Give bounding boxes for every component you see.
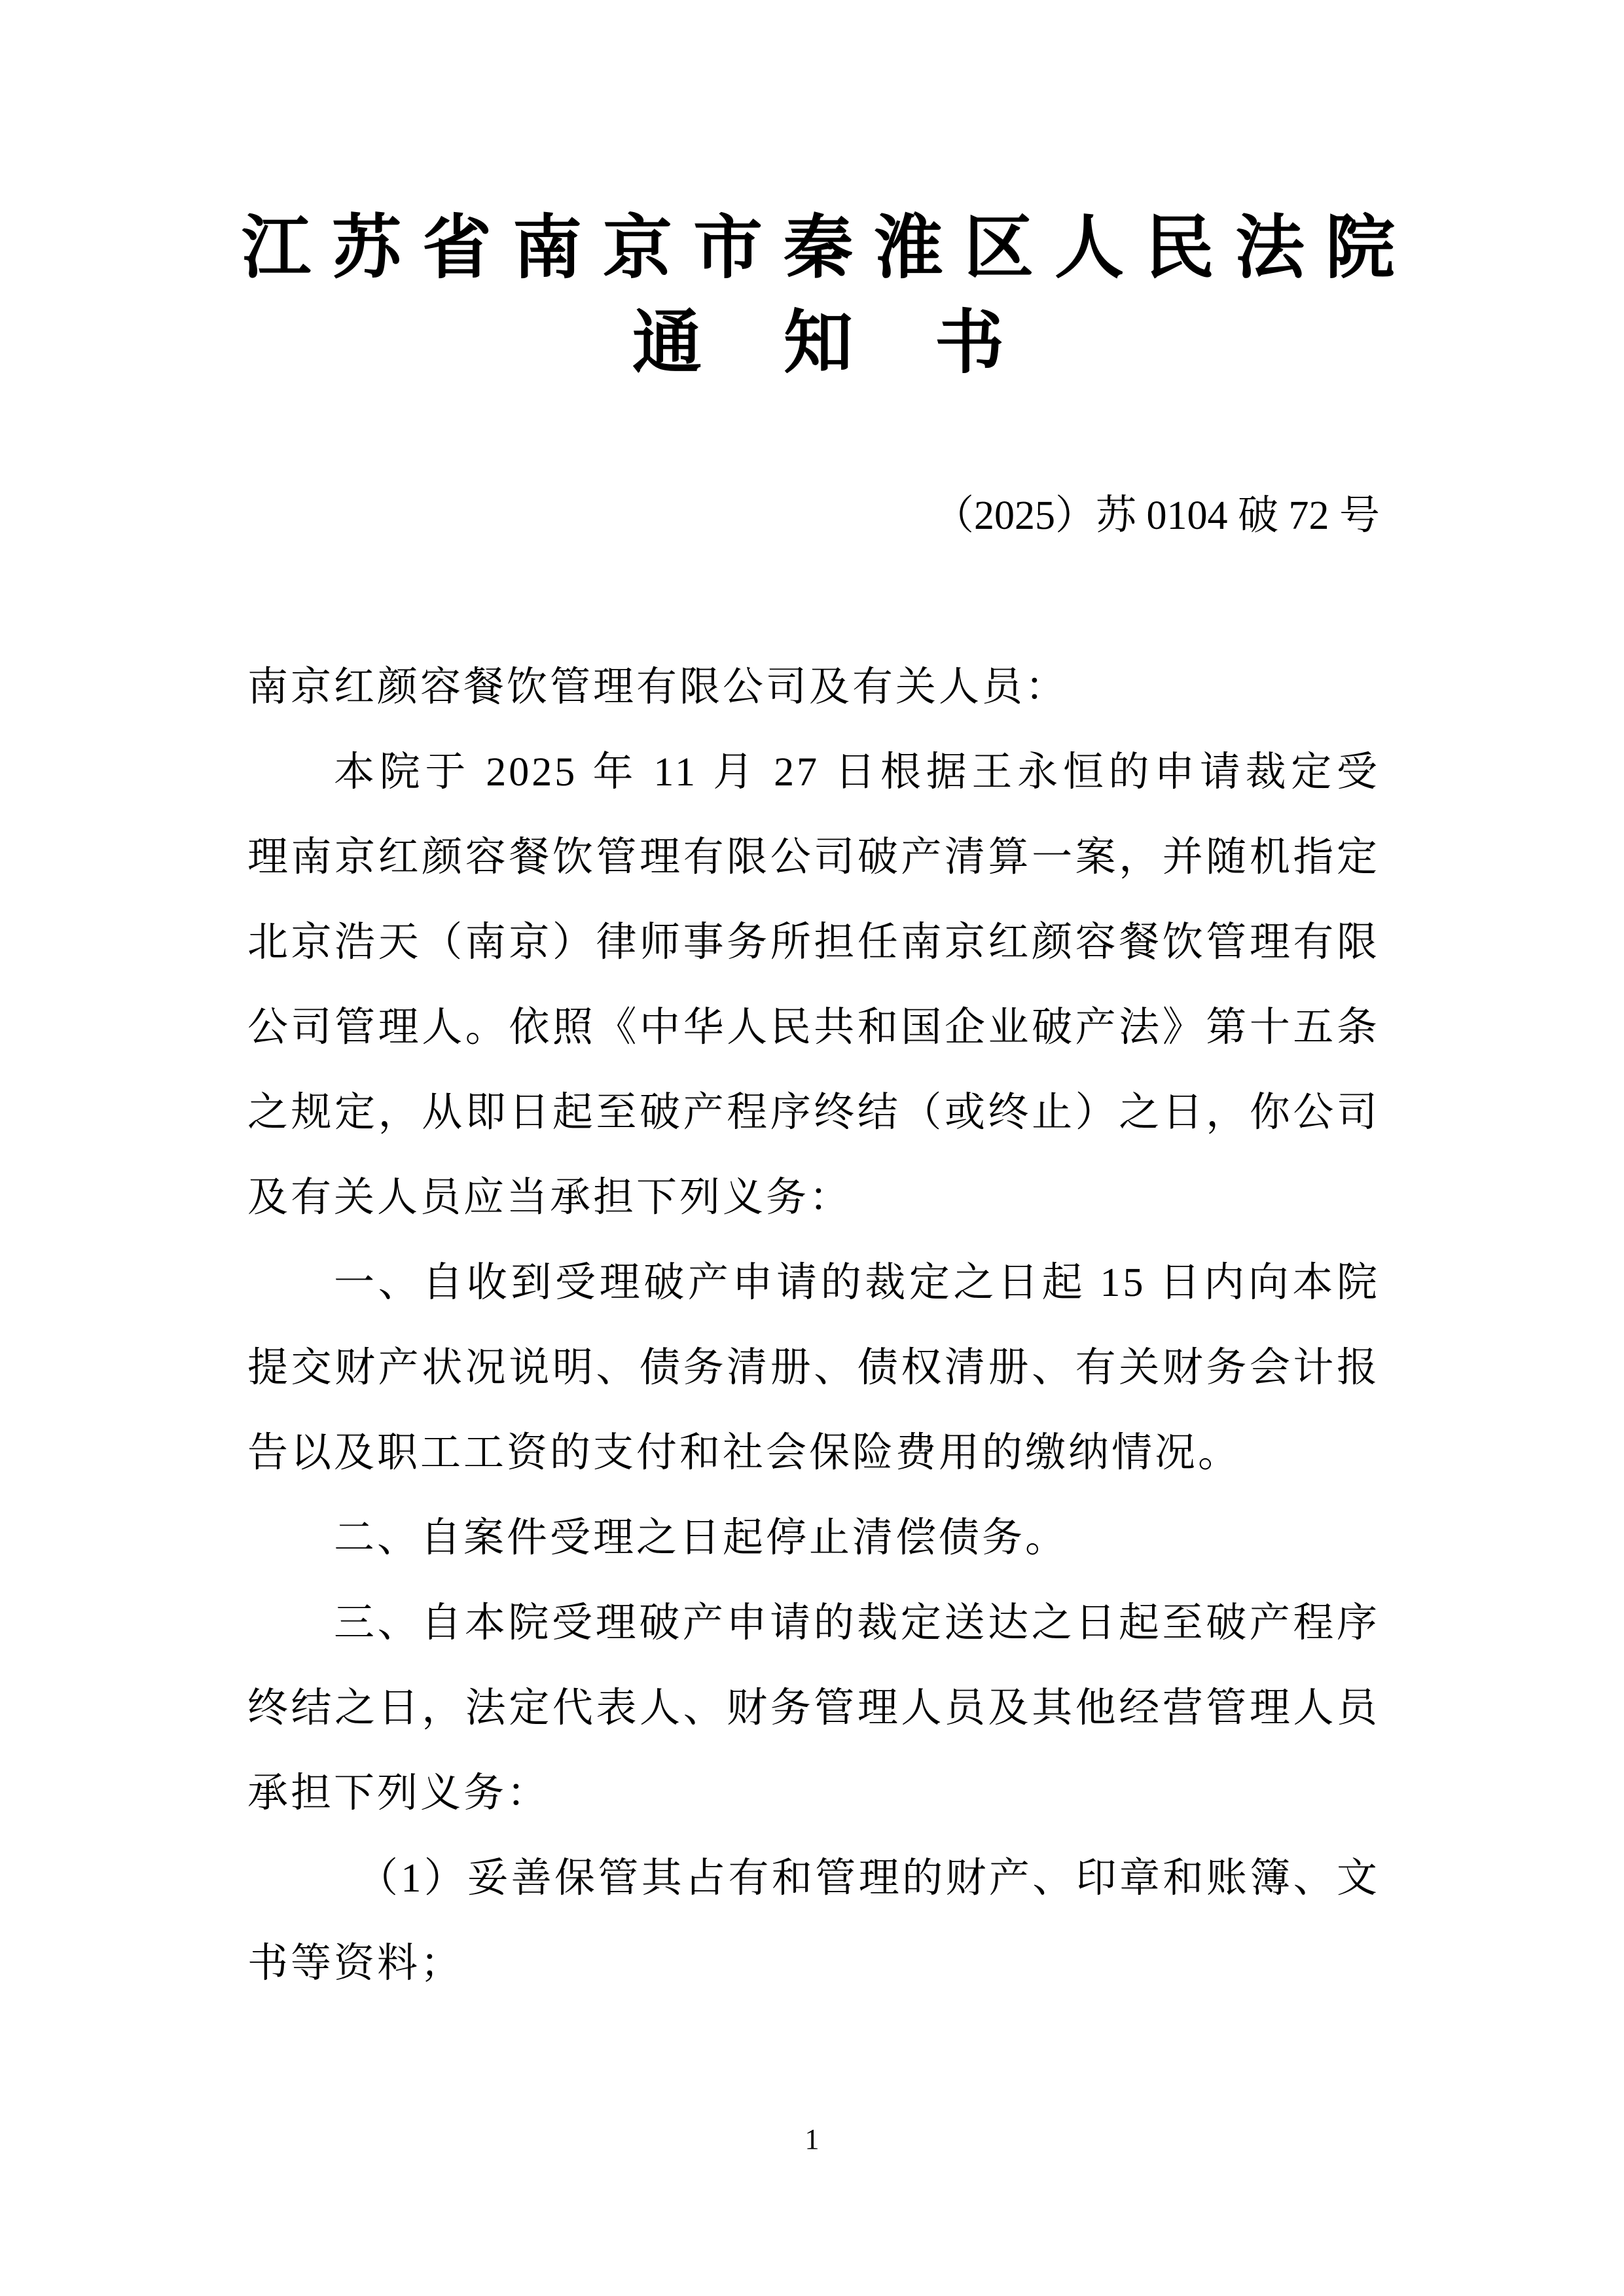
body-line: 承担下列义务：	[247, 1771, 550, 1816]
court-name: 江苏省南京市秦淮区人民法院	[242, 210, 1416, 287]
document-type-line	[235, 296, 1401, 391]
body-line: 本院于 2025 年 11 月 27 日根据王永恒的申请裁定受	[334, 750, 1380, 795]
body-line: 提交财产状况说明、债务清册、债权清册、有关财务会计报	[247, 1346, 1380, 1390]
body-line: 之规定，从即日起至破产程序终结（或终止）之日，你公司	[247, 1090, 1380, 1135]
body-line: 及有关人员应当承担下列义务：	[247, 1175, 853, 1220]
body-line: 告以及职工工资的支付和社会保险费用的缴纳情况。	[247, 1431, 1242, 1475]
court-name-line	[235, 201, 1416, 296]
body-line: 理南京红颜容餐饮管理有限公司破产清算一案，并随机指定	[247, 835, 1380, 880]
body-line: 北京浩天（南京）律师事务所担任南京红颜容餐饮管理有限	[247, 920, 1380, 965]
body-line: 公司管理人。依照《中华人民共和国企业破产法》第十五条	[247, 1005, 1380, 1050]
body-line: 二、自案件受理之日起停止清偿债务。	[334, 1516, 1069, 1560]
page-number: 1	[804, 2123, 820, 2155]
document-body	[247, 645, 1380, 2006]
document-title	[235, 201, 1416, 391]
body-line: （1）妥善保管其占有和管理的财产、印章和账簿、文	[357, 1856, 1380, 1901]
document-type: 通知书	[632, 305, 1086, 382]
body-line: 三、自本院受理破产申请的裁定送达之日起至破产程序	[334, 1601, 1380, 1645]
body-line: 一、自收到受理破产申请的裁定之日起 15 日内向本院	[334, 1261, 1380, 1305]
case-number: （2025）苏 0104 破 72 号	[933, 493, 1380, 538]
body-line: 书等资料；	[247, 1941, 464, 1986]
body-line: 终结之日，法定代表人、财务管理人员及其他经营管理人员	[247, 1686, 1380, 1731]
body-line: 南京红颜容餐饮管理有限公司及有关人员：	[247, 665, 1069, 709]
